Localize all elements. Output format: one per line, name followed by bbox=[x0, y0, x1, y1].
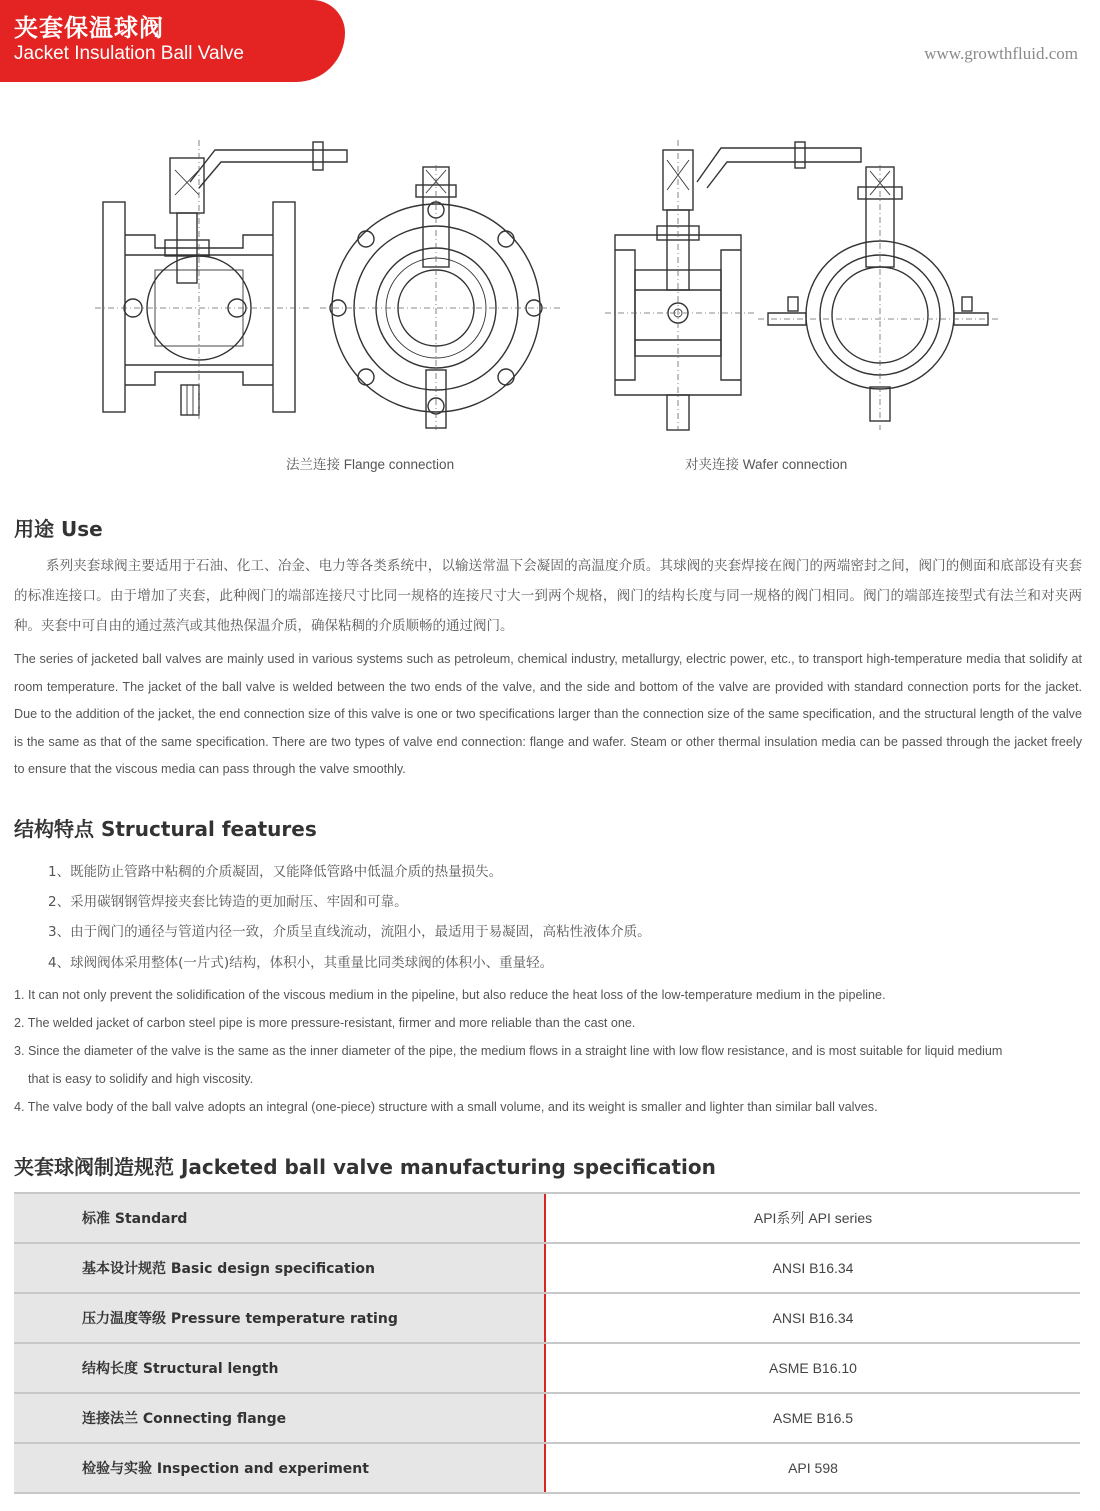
table-row bbox=[14, 1194, 1080, 1244]
feature-en-item-continuation: that is easy to solidify and high viscosity. bbox=[28, 1072, 254, 1086]
wafer-caption: 对夹连接 Wafer connection bbox=[685, 457, 848, 472]
table-row bbox=[14, 1244, 1080, 1294]
use-section-title: 用途 Use bbox=[14, 517, 103, 541]
spec-label: 基本设计规范 Basic design specification bbox=[14, 1244, 546, 1292]
use-paragraph-en: The series of jacketed ball valves are mainly used in various systems such as petroleum, chemical industry, metallurgy, electric power, etc., to transport high-temperature media that solidify at room temperature. The jacket of the ball valve is welded between the two ends of the valve, and the side and bottom of the valve are provided with standard connection ports for the jacket. Due to the addition of the jacket, the end connection size of this valve is one or two specifications larger than the connection size of the same specification, and the structural length of the valve is the same as that of the same specification. There are two types of valve end connection: flange and wafer. Steam or other thermal insulation media can be passed through the jacket freely to ensure that the viscous media can pass through the valve smoothly. bbox=[14, 652, 1082, 777]
header-banner bbox=[0, 0, 345, 82]
table-row bbox=[14, 1294, 1080, 1344]
page-title-cn: 夹套保温球阀 bbox=[14, 14, 164, 42]
page-title-en: Jacket Insulation Ball Valve bbox=[14, 43, 244, 64]
feature-cn-item: 3、由于阀门的通径与管道内径一致，介质呈直线流动，流阻小，最适用于易凝固，高粘性液体介质。 bbox=[48, 924, 651, 940]
spec-table bbox=[14, 1192, 1080, 1494]
table-row bbox=[14, 1444, 1080, 1494]
flange-caption: 法兰连接 Flange connection bbox=[286, 457, 455, 472]
spec-label: 连接法兰 Connecting flange bbox=[14, 1394, 546, 1442]
spec-label: 结构长度 Structural length bbox=[14, 1344, 546, 1392]
wafer-end-view-drawing bbox=[758, 165, 998, 430]
spec-value: API 598 bbox=[788, 1460, 838, 1476]
feature-en-item: 1. It can not only prevent the solidification of the viscous medium in the pipeline, but also reduce the heat loss of the low-temperature medium in the pipeline. bbox=[14, 988, 886, 1002]
spec-label: 标准 Standard bbox=[14, 1194, 546, 1242]
feature-cn-item: 1、既能防止管路中粘稠的介质凝固，又能降低管路中低温介质的热量损失。 bbox=[48, 864, 503, 880]
spec-value: ASME B16.5 bbox=[772, 1410, 854, 1426]
spec-value: API系列 API series bbox=[753, 1210, 873, 1226]
feature-cn-item: 4、球阀阀体采用整体(一片式)结构，体积小，其重量比同类球阀的体积小、重量轻。 bbox=[48, 955, 554, 971]
features-section-title: 结构特点 Structural features bbox=[14, 817, 317, 841]
spec-label: 检验与实验 Inspection and experiment bbox=[14, 1444, 546, 1492]
use-paragraph-cn: 系列夹套球阀主要适用于石油、化工、冶金、电力等各类系统中，以输送常温下会凝固的高温度介质。其球阀的夹套焊接在阀门的两端密封之间，阀门的侧面和底部设有夹套的标准连接口。由于增加了夹套，此种阀门的端部连接尺寸比同一规格的连接尺寸大一到两个规格，阀门的结构长度与同一规格的阀门相同。阀门的端部连接型式有法兰和对夹两种。夹套中可自由的通过蒸汽或其他热保温介质，确保粘稠的介质顺畅的通过阀门。 bbox=[14, 558, 1082, 633]
spec-value: ANSI B16.34 bbox=[772, 1260, 854, 1276]
spec-section-title: 夹套球阀制造规范 Jacketed ball valve manufacturing specification bbox=[14, 1155, 716, 1179]
flange-end-view-drawing bbox=[320, 165, 560, 430]
feature-en-item: 4. The valve body of the ball valve adopts an integral (one-piece) structure with a small volume, and its weight is smaller and lighter than similar ball valves. bbox=[14, 1100, 878, 1114]
feature-en-item: 3. Since the diameter of the valve is the same as the inner diameter of the pipe, the medium flows in a straight line with low flow resistance, and is most suitable for liquid medium bbox=[14, 1044, 1003, 1058]
table-row bbox=[14, 1344, 1080, 1394]
table-row bbox=[14, 1394, 1080, 1444]
website-url[interactable]: www.growthfluid.com bbox=[924, 44, 1078, 63]
features-en-list bbox=[14, 981, 1084, 1121]
feature-cn-item: 2、采用碳钢钢管焊接夹套比铸造的更加耐压、牢固和可靠。 bbox=[48, 894, 408, 910]
feature-en-item: 2. The welded jacket of carbon steel pipe is more pressure-resistant, firmer and more reliable than the cast one. bbox=[14, 1016, 636, 1030]
spec-value: ASME B16.10 bbox=[769, 1360, 857, 1376]
spec-label: 压力温度等级 Pressure temperature rating bbox=[14, 1294, 546, 1342]
spec-value: ANSI B16.34 bbox=[772, 1310, 854, 1326]
